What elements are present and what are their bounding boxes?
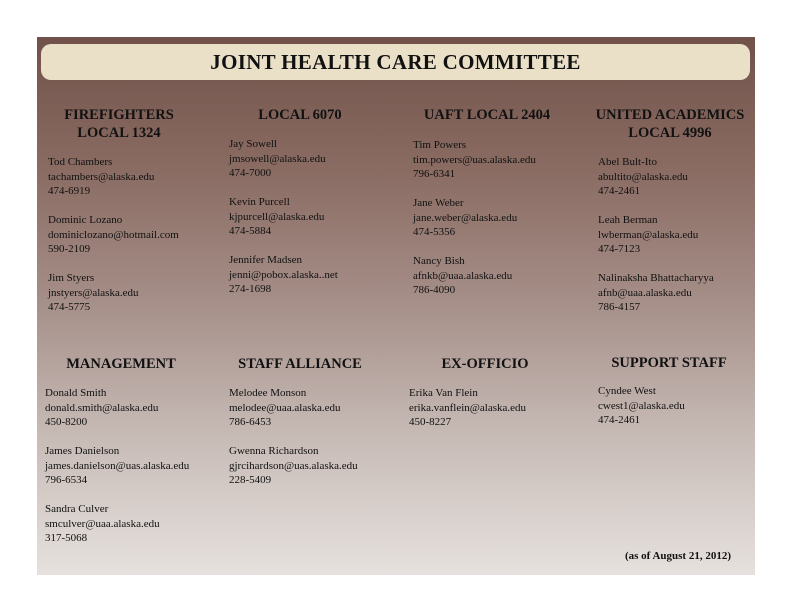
member-phone: 474-5356 [413,226,456,238]
member-entry [229,253,338,297]
member-phone: 796-6341 [413,168,456,180]
member-phone: 474-5884 [229,225,272,237]
member-email: james.danielson@uas.alaska.edu [45,459,190,472]
member-phone: 786-4090 [413,284,456,296]
member-name: Tim Powers [413,139,467,151]
member-name: Jim Styers [48,272,95,284]
member-entry [48,155,179,199]
member-phone: 474-2461 [598,414,641,426]
members-support-staff [598,384,685,442]
member-entry [413,196,536,240]
member-name: Jay Sowell [229,138,277,150]
member-entry [598,271,714,315]
member-email: cwest1@alaska.edu [598,399,685,412]
member-name: Cyndee West [598,385,656,397]
members-local-6070 [229,137,338,311]
member-email: tachambers@alaska.edu [48,170,155,183]
group-ex-officio [414,355,556,373]
group-title: UAFT LOCAL 2404 [423,107,551,123]
member-email: erika.vanflein@alaska.edu [409,401,527,414]
member-phone: 450-8200 [45,416,88,428]
member-entry [413,254,536,298]
group-support-staff [598,354,740,372]
member-phone: 590-2109 [48,243,91,255]
member-entry [598,213,714,257]
member-name: Melodee Monson [229,387,307,399]
member-entry [45,444,189,488]
members-uaft [413,138,536,312]
member-email: jmsowell@alaska.edu [229,152,326,165]
group-title: FIREFIGHTERS LOCAL 1324 [64,107,174,141]
group-united-academics [588,106,752,142]
group-title: SUPPORT STAFF [611,355,727,371]
member-name: Erika Van Flein [409,387,478,399]
group-title: UNITED ACADEMICS LOCAL 4996 [595,107,745,141]
group-staff-alliance [229,355,371,373]
member-name: Dominic Lozano [48,214,123,226]
member-email: dominiclozano@hotmail.com [48,228,179,241]
group-uaft [414,106,560,124]
member-email: smculver@uaa.alaska.edu [45,517,160,530]
member-name: Tod Chambers [48,156,113,168]
member-email: tim.powers@uas.alaska.edu [413,153,536,166]
as-of-date: (as of August 21, 2012) [624,550,731,562]
members-staff-alliance [229,386,358,502]
member-entry [598,155,714,199]
member-phone: 274-1698 [229,283,272,295]
member-phone: 786-6453 [229,416,272,428]
member-entry [229,386,358,430]
member-name: Sandra Culver [45,503,109,515]
member-email: jane.weber@alaska.edu [413,211,518,224]
page-title: JOINT HEALTH CARE COMMITTEE [41,44,750,80]
member-phone: 474-6919 [48,185,91,197]
group-local-6070 [229,106,371,124]
member-entry [413,138,536,182]
member-entry [45,386,189,430]
member-entry [45,502,189,546]
member-entry [229,137,338,181]
member-phone: 228-5409 [229,474,272,486]
member-phone: 474-5775 [48,301,91,313]
member-phone: 450-8227 [409,416,452,428]
member-name: Abel Bult-Ito [598,156,657,168]
member-email: lwberman@alaska.edu [598,228,699,241]
member-name: Donald Smith [45,387,107,399]
member-phone: 474-7123 [598,243,641,255]
member-email: gjrcihardson@uas.alaska.edu [229,459,358,472]
member-email: melodee@uaa.alaska.edu [229,401,341,414]
member-name: Jane Weber [413,197,464,209]
member-name: Kevin Purcell [229,196,290,208]
member-phone: 474-7000 [229,167,272,179]
member-email: donald.smith@alaska.edu [45,401,159,414]
member-entry [598,384,685,428]
group-firefighters [48,106,190,142]
member-entry [48,213,179,257]
member-entry [409,386,526,430]
member-phone: 786-4157 [598,301,641,313]
members-ex-officio [409,386,526,444]
member-entry [48,271,179,315]
group-title: LOCAL 6070 [258,107,342,123]
group-management [52,355,190,373]
member-email: jnstyers@alaska.edu [48,286,139,299]
member-name: Nancy Bish [413,255,465,267]
member-email: jenni@pobox.alaska..net [229,268,338,281]
group-title: STAFF ALLIANCE [238,356,362,372]
member-email: abultito@alaska.edu [598,170,688,183]
member-email: afnkb@uaa.alaska.edu [413,269,513,282]
member-email: afnb@uaa.alaska.edu [598,286,692,299]
member-entry [229,444,358,488]
group-title: MANAGEMENT [66,356,176,372]
member-entry [229,195,338,239]
members-management [45,386,189,560]
members-united-academics [598,155,714,329]
member-email: kjpurcell@alaska.edu [229,210,325,223]
member-name: Gwenna Richardson [229,445,319,457]
member-name: Nalinaksha Bhattacharyya [598,272,714,284]
member-name: James Danielson [45,445,120,457]
members-firefighters [48,155,179,329]
group-title: EX-OFFICIO [441,356,529,372]
member-name: Jennifer Madsen [229,254,303,266]
member-name: Leah Berman [598,214,658,226]
member-phone: 317-5068 [45,532,88,544]
member-phone: 796-6534 [45,474,88,486]
member-phone: 474-2461 [598,185,641,197]
